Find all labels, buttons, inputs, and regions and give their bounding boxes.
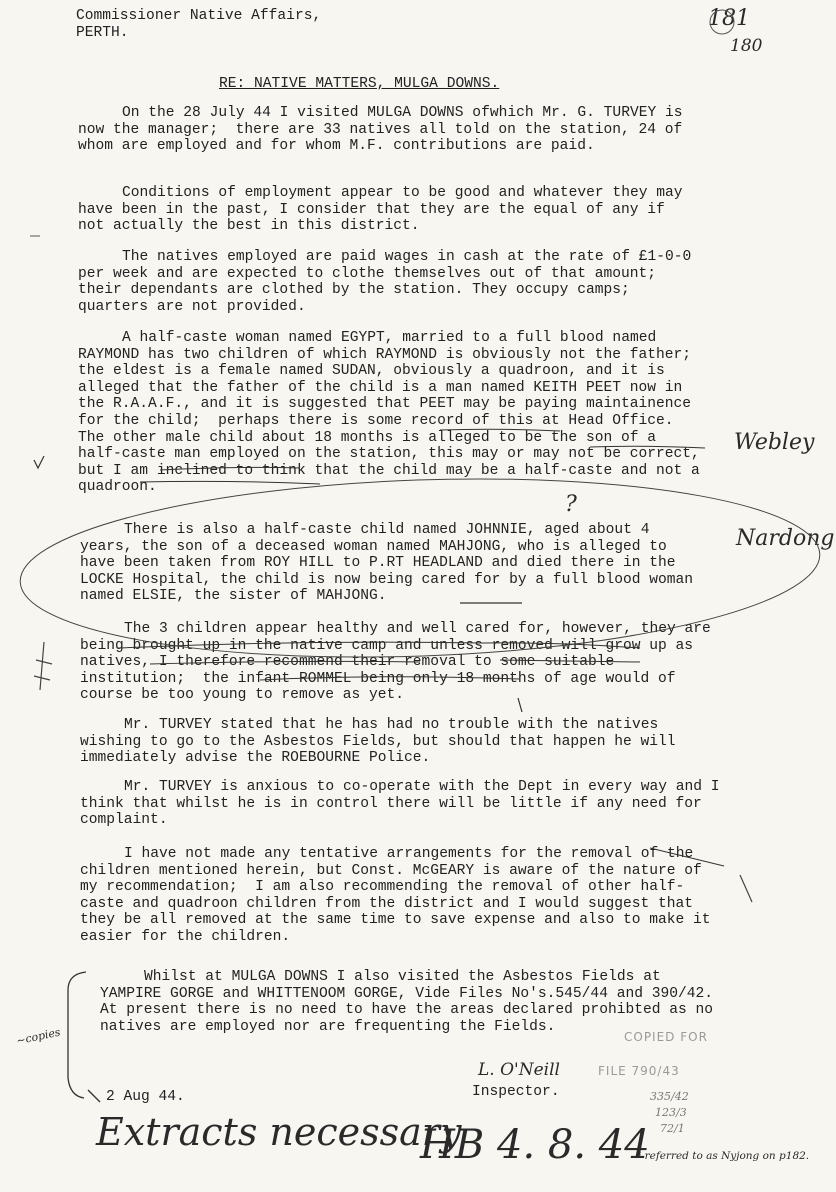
tick-mark (518, 698, 522, 712)
paragraph-johnnie: There is also a half-caste child named JOHNNIE, aged about 4 years, the son of a deceased woman named MAHJONG, who is alleged to have been taken from ROY HILL to P.RT HEADLAND and died there in the LOCKE Hospital, the child is now being cared for by a full blood woman named ELSIE, the sister of MAHJONG. (80, 522, 702, 605)
strike-mark (650, 848, 724, 866)
stamp-circle (710, 10, 734, 34)
file-number-annotation: 181 (708, 6, 750, 31)
check-mark (34, 456, 44, 468)
paragraph-wages: The natives employed are paid wages in cash at the rate of £1-0-0 per week and are expected to clothe themselves out of that amount; their dependants are clothed by the station. They occupy camps; quarters are not provided. (78, 249, 701, 315)
paragraph-turvey-stated: Mr. TURVEY stated that he has had no trouble with the natives wishing to go to the Asbestos Fields, but should that happen he will immediately advise the ROEBOURNE Police. (80, 717, 685, 767)
strike-mark (440, 429, 560, 431)
file-number-annotation-2: 180 (730, 36, 763, 56)
paragraph-cooperate: Mr. TURVEY is anxious to co-operate with the Dept in every way and I think that whilst he is in control there will be little if any need for complaint. (80, 779, 729, 829)
stamp-ref-1: 335/42 (650, 1090, 689, 1103)
paragraph-asbestos: Whilst at MULGA DOWNS I also visited the Asbestos Fields at YAMPIRE GORGE and WHITTENOOM GORGE, Vide Files No's.545/44 and 390/42. At present there is no need to have the areas declared prohibted as no natives are employed nor are frequenting the Fields. (100, 969, 731, 1035)
margin-bracket (34, 642, 52, 690)
extracts-note: Extracts necessary (96, 1110, 462, 1154)
subject-line: RE: NATIVE MATTERS, MULGA DOWNS. (219, 76, 500, 92)
strike-mark (150, 661, 420, 664)
margin-note-question: ? (565, 492, 577, 517)
margin-note-copies: ~copies (15, 1025, 62, 1048)
file-stamp: FILE 790/43 (598, 1064, 680, 1078)
initials-date: HB 4. 8. 44 (420, 1122, 650, 1168)
margin-note-webley: Webley (734, 430, 815, 455)
strike-mark (260, 677, 520, 680)
underline-mark (500, 660, 640, 662)
footnote-nyjong: * referred to as Nyjong on p182. (636, 1150, 810, 1162)
underline-mark (160, 467, 300, 470)
paragraph-removal: The 3 children appear healthy and well cared for, however, they are being brought up in the native camp and unless removed will grow up as natives, I therefore recommend their removal to some suitable institution; the infant ROMMEL being only 18 months of age would of course be too young to remove as yet. (80, 621, 720, 704)
copied-for-stamp: COPIED FOR (624, 1030, 708, 1044)
strike-mark (140, 481, 320, 484)
margin-stroke (88, 1090, 100, 1102)
paragraph-conditions: Conditions of employment appear to be good and whatever they may have been in the past, I consider that they are the equal of any if not actually the best in this district. (78, 185, 692, 235)
paragraph-visit: On the 28 July 44 I visited MULGA DOWNS ofwhich Mr. G. TURVEY is now the manager; there are 33 natives all told on the station, 24 of whom are employed and for whom M.F. contributions are paid. (78, 105, 692, 155)
strike-mark (590, 446, 705, 448)
signature: L. O'Neill (478, 1060, 560, 1080)
margin-note-nardong: Nardong (736, 526, 835, 551)
circle-mark (17, 466, 823, 670)
strike-mark (118, 642, 640, 648)
margin-slash (740, 875, 752, 902)
stamp-ref-3: 72/1 (660, 1122, 685, 1135)
signatory-title: Inspector. (472, 1084, 560, 1100)
addressee-line-1: Commissioner Native Affairs, (76, 8, 322, 24)
paragraph-egypt: A half-caste woman named EGYPT, married to a full blood named RAYMOND has two children of which RAYMOND is obviously not the father; the eldest is a female named SUDAN, obviously a quadroon, and it is alleged that the father of the child is a man named KEITH PEET now in the R.A.A.F., and it is suggested that PEET may be paying maintainence for the child; perhaps there is some record of this at Head Office. The other male child about 18 months is alleged to be the son of a half-caste man employed on the station, this may or may not be correct, but I am inclined to think that the child may be a half-caste and not a quadroon. (78, 330, 709, 496)
stamp-ref-2: 123/3 (655, 1106, 687, 1119)
margin-bracket (68, 972, 86, 1098)
letter-date: 2 Aug 44. (106, 1089, 185, 1105)
paragraph-arrangements: I have not made any tentative arrangements for the removal of the children mentioned herein, but Const. McGEARY is aware of the nature of my recommendation; I am also recommending the removal of other half-caste and quadroon children from the district and I would suggest that they be all removed at the same time to save expense and also to make it easier for the children. (80, 846, 720, 945)
addressee-line-2: PERTH. (76, 25, 129, 41)
